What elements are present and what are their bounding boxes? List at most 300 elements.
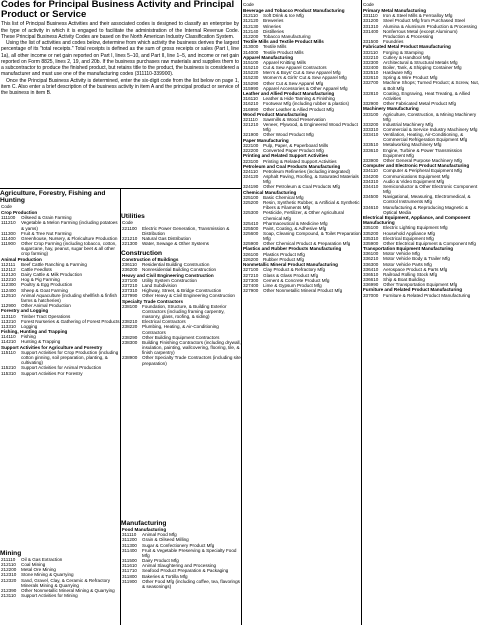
activity-label: Vegetable & Melon Farming (including potatoes & yams) [21,220,118,231]
activity-code: 221300 [122,241,138,247]
activity-label: Other Transportation Equipment Mfg [383,282,458,288]
activity-label: Cutlery & Handtool Mfg [383,54,431,60]
activity-row [242,288,361,293]
activity-label: Navigational, Measuring, Electromedical, & Control Instruments Mfg [383,194,471,205]
activity-code: 325100 [243,194,259,200]
activity-code: 325410 [243,220,259,226]
activity-label: Glass & Glass Product Mfg [263,272,319,278]
column-1 [0,0,120,625]
code-column-label: Code [243,2,254,7]
activity-code: 334610 [363,204,379,210]
subsection-heading: Leather and Allied Product Manufacturing [243,90,335,96]
activity-code: 115110 [1,349,16,355]
activity-code: 115310 [1,370,16,376]
activity-code: 333410 [363,132,379,138]
activity-label: Soap, Cleaning Compound, & Toilet Preparation Mfg [263,230,361,242]
subsection-heading: Plastics and Rubber Products Manufacturing [243,246,342,252]
activity-label: Sawmills & Wood Preservation [263,116,326,122]
section-heading: Mining [0,550,22,557]
activity-label: Rubber Product Mfg [263,256,305,262]
activity-row [121,304,241,319]
subsection-heading: Transportation Equipment Manufacturing [363,246,454,252]
activity-label: Poultry & Egg Production [21,282,73,288]
activity-label: Other Electrical Equipment & Component Mfg [383,240,476,246]
subsection-heading: Beverage and Tobacco Product Manufacturing [243,8,345,13]
activity-row [242,200,361,210]
activity-label: Beef Cattle Ranching & Farming [21,261,87,267]
activity-label: Fruit & Tree Nut Farming [21,230,72,236]
section-heading: Agriculture, Forestry, Fishing and Hunting [0,190,106,204]
section-utilities [121,213,241,247]
activity-label: Timber Tract Operations [21,313,71,319]
activity-code: 315210 [243,65,259,71]
activity-code: 322100 [243,142,259,148]
activity-label: Dairy Product Mfg [142,558,179,564]
activity-label: Other Chemical Product & Preparation Mfg [263,241,351,247]
activity-label: Clay Product & Refractory Mfg [263,267,326,273]
activity-label: Greenhouse, Nursery, & Floriculture Production [21,235,118,241]
activity-label: Audio & Video Equipment Mfg [383,178,445,184]
activity-label: Agriculture, Construction, & Mining Machinery Mfg [383,111,477,122]
activity-code: 332110 [363,49,378,55]
activity-label: Plastics Product Mfg [263,251,305,257]
activity-code: 111900 [1,241,16,247]
activity-label: Steel Product Mfg from Purchased Steel [383,18,465,24]
activity-label: Plumbing, Heating, & Air-Conditioning Contractors [142,324,219,335]
activity-code: 112112 [1,267,16,272]
activity-row [121,579,241,589]
activity-code: 332510 [363,70,379,76]
code-column-label: Code [1,204,12,209]
activity-label: Other Wood Product Mfg [263,132,314,138]
activity-label: Forest Nurseries & Gathering of Forest Products [21,318,120,324]
activity-label: Metal Ore Mining [21,567,56,573]
activity-code: 238210 [122,319,138,325]
activity-code: 332900 [363,101,379,107]
activity-code: 335310 [363,235,379,241]
activity-label: Other Animal Production [21,303,71,309]
activity-code: 332300 [363,59,379,65]
subsection-heading: Nonmetallic Mineral Product Manufacturing [243,262,338,268]
activity-label: Building Finishing Contractors (including drywall, insulation, painting, wallcovering, flooring, tile, & finish carpentry) [142,339,241,356]
activity-label: Boiler, Tank, & Shipping Container Mfg [383,65,462,70]
activity-row [121,267,241,272]
activity-label: Other Building Equipment Contractors [142,334,220,340]
intro-paragraph: Once the Principal Business Activity is determined, enter the six-digit code from the list below on page 1, item C. Also enter a brief description of the business activity in item A and the principal product or service of the business in item B. [1,77,239,97]
activity-code: 315230 [243,75,259,81]
activity-label: Soft Drink & Ice Mfg [263,13,304,19]
activity-label: Distilleries [263,28,284,34]
subsection-heading: Chemical Manufacturing [243,189,297,195]
activity-label: Other Nonmetallic Mineral Product Mfg [263,287,343,293]
activity-code: 112210 [1,277,16,283]
activity-label: Asphalt Paving, Roofing, & Saturated Materials Mfg [263,174,359,185]
activity-label: Aerospace Product & Parts Mfg [383,266,448,272]
activity-code: 327100 [243,267,259,273]
activity-row [121,241,241,246]
activity-row [0,578,120,588]
activity-code: 238100 [122,303,138,309]
subsection-heading: Specialty Trade Contractors [122,298,184,304]
subsection-heading: Apparel Manufacturing [243,54,294,60]
section-continued [242,2,361,293]
activity-code: 312110 [243,13,258,19]
activity-row [121,324,241,334]
activity-code: 113110 [1,313,16,319]
activity-label: Motor Vehicle Mfg [383,251,420,257]
activity-code: 333310 [363,127,379,133]
activity-row [121,226,241,236]
activity-label: Residential Building Construction [142,262,210,268]
activity-row [121,293,241,298]
activity-row [242,50,361,55]
section-continued [362,2,480,298]
activity-row [0,593,120,598]
activity-label: Railroad Rolling Stock Mfg [383,271,438,277]
activity-code: 331310 [363,23,379,29]
page-title: Codes for Principal Business Activity and Principal Product or Service [1,0,235,21]
activity-label: Electrical Equipment Mfg [383,235,434,241]
activity-label: Animal Slaughtering and Processing [142,563,217,569]
activity-row [362,184,480,194]
activity-label: Wineries [263,23,281,29]
column-2 [121,0,241,625]
activity-label: Printing & Related Support Activities [263,158,337,164]
activity-code: 115210 [1,365,16,371]
activity-code: 324190 [243,184,259,190]
activity-code: 336100 [363,251,379,257]
activity-label: Spring & Wire Product Mfg [383,75,438,81]
activity-code: 237100 [122,277,138,283]
activity-code: 236110 [122,262,137,268]
activity-code: 315290 [243,80,259,86]
activity-code: 336300 [363,261,379,267]
subsection-heading: Primary Metal Manufacturing [363,8,427,13]
activity-row [0,220,120,230]
activity-code: 334410 [363,183,379,189]
activity-row [0,350,120,365]
activity-label: Lime & Gypsum Product Mfg [263,282,322,288]
activity-label: Resin, Synthetic Rubber, & Artificial & Synthetic Fibers & Filaments Mfg [263,200,360,211]
activity-code: 333200 [363,121,379,127]
activity-label: Apparel Knitting Mills [263,59,306,65]
activity-code: 326200 [243,256,259,262]
activity-label: Industrial Machinery Mfg [383,121,434,127]
activity-code: 336990 [363,282,379,288]
section-manufacturing [121,520,241,589]
activity-label: Other Nonmetallic Mineral Mining & Quarrying [21,587,115,593]
activity-code: 333100 [363,111,379,117]
activity-label: Veneer, Plywood, & Engineered Wood Product Mfg [263,122,358,133]
activity-code: 112900 [1,303,16,309]
activity-label: Pulp, Paper, & Paperboard Mills [263,142,329,148]
activity-label: Cement & Concrete Product Mfg [263,277,330,283]
activity-row [362,80,480,90]
activity-row [242,184,361,189]
activity-row [242,231,361,241]
activity-label: Cattle Feedlots [21,267,52,272]
activity-code: 112120 [1,272,16,278]
intro-paragraph: Using the list of activities and codes below, determine from which activity the business derives the largest percentage of its "total receipts." Total receipts is defined as the sum of gross receipts or sales (Part I, line 1a), all other income or net gain reported on Part I, lines 5–10, and Part II, line 1–5, and income or net gain reported on Form 8825, lines 2, 19, and 20b. If the business purchases raw materials and supplies them to a subcontractor to produce the finished product, but retains title to the product, the business is considered a manufacturer and must use one of the manufacturing codes (311110-339900). [1,40,239,78]
subsection-heading: Furniture and Related Product Manufacturing [363,287,463,293]
activity-code: 325500 [243,225,259,231]
subsection-heading: Electrical Equipment, Appliance, and Component Manufacturing [363,214,471,226]
activity-label: Other Food Mfg (including coffee, tea, flavorings & seasonings) [142,578,240,589]
activity-code: 221210 [122,236,138,242]
activity-label: Utility System Construction [142,277,197,283]
activity-label: Women's & Girls' Cut & Sew Apparel Mfg [263,75,347,81]
activity-row [242,210,361,220]
subsection-heading: Food Manufacturing [122,527,167,532]
activity-row [362,29,480,39]
activity-code: 335100 [363,225,379,231]
activity-code: 326100 [243,251,259,257]
activity-label: Logging [21,323,38,329]
activity-code: 211110 [1,557,16,562]
activity-code: 312140 [243,28,259,34]
activity-label: Support Activities For Forestry [21,370,83,376]
activity-label: Basic Chemical Mfg [263,194,304,200]
activity-code: 113210 [1,318,16,324]
activity-label: Support Activities for Animal Production [21,365,102,371]
activity-code: 316210 [243,101,259,107]
subsection-heading: Animal Production [1,256,42,262]
activity-label: Oil & Gas Extraction [21,557,63,562]
subsection-heading: Printing and Related Support Activities [243,153,329,159]
activity-row [362,205,480,215]
activity-label: Sand, Gravel, Clay, & Ceramic & Refractory Minerals Mining & Quarrying [21,577,111,588]
activity-code: 112111 [1,261,16,267]
activity-label: Motor Vehicle Body & Trailer Mfg [383,256,450,262]
activity-code: 327210 [243,272,259,278]
activity-label: Computer & Peripheral Equipment Mfg [383,168,462,174]
activity-label: Fruit & Vegetable Preserving & Specialty Food Mfg [142,547,237,558]
activity-label: Cut & Sew Apparel Contractors [263,65,327,71]
intro-paragraph: This list of Principal Business Activities and their associated codes is designed to classify an enterprise by the type of activity in which it is engaged to facilitate the administration of the Internal Revenue Code. These Principal Business Activity Codes are based on the North American Industry Classification System. [1,21,239,40]
activity-label: Nonresidential Building Construction [142,267,217,273]
activity-label: Foundries [383,39,404,45]
activity-label: Hog & Pig Farming [21,277,60,283]
activity-row [362,132,480,142]
activity-row [242,132,361,137]
activity-label: Coating, Engraving, Heat Treating, & Allied Activities [383,90,471,101]
activity-code: 212110 [1,562,16,568]
activity-label: Manufacturing & Reproducing Magnetic & Optical Media [383,204,469,215]
activity-code: 321210 [243,122,259,128]
activity-code: 316110 [243,96,258,102]
activity-code: 327900 [243,287,259,293]
activity-label: Other Fabricated Metal Product Mfg [383,101,457,107]
activity-code: 113310 [1,323,16,329]
activity-code: 111100 [1,215,16,221]
activity-label: Hunting & Trapping [21,339,61,345]
activity-code: 332610 [363,75,379,81]
subsection-heading: Fabricated Metal Product Manufacturing [363,44,451,50]
activity-row [0,371,120,376]
activity-label: Grain & Oilseed Milling [142,537,189,543]
activity-label: Pesticide, Fertilizer, & Other Agricultural Chemical Mfg [263,210,344,221]
activity-label: Electric Power Generation, Transmission & Distribution [142,226,230,237]
activity-label: Semiconductor & Other Electronic Component Mfg [383,183,478,195]
activity-code: 327300 [243,277,259,283]
activity-label: Other Heavy & Civil Engineering Construction [142,293,235,299]
activity-code: 337000 [363,292,379,298]
activity-code: 322200 [243,148,259,154]
activity-label: Other Specialty Trade Contractors (including site preparation) [142,355,241,366]
activity-label: Textile Mills [263,44,287,50]
activity-row [121,355,241,365]
activity-label: Engine, Turbine & Power Transmission Equipment Mfg [383,147,463,158]
section-heading: Construction [121,250,163,257]
activity-label: Coal Mining [21,562,46,568]
activity-code: 311200 [122,537,137,543]
activity-label: Animal Aquaculture (including shellfish & finfish farms & hatcheries) [21,292,118,303]
activity-code: 111210 [1,220,16,226]
activity-label: Apparel Accessories & Other Apparel Mfg [263,85,348,91]
subsection-heading: Paper Manufacturing [243,137,289,143]
activity-code: 335900 [363,240,379,246]
activity-row [362,91,480,101]
code-column-label: Code [122,220,133,225]
activity-code: 114110 [1,334,16,340]
activity-label: Machine Shops; Turned Product; & Screw, Nut, & Bolt Mfg [383,80,480,91]
activity-code: 332700 [363,80,379,86]
column-3 [242,0,361,625]
subsection-heading: Heavy and Civil Engineering Construction [122,272,214,278]
activity-row [0,293,120,303]
activity-label: Petroleum Refineries (including integrated) [263,168,351,174]
activity-code: 332400 [363,65,379,70]
activity-row [362,148,480,158]
activity-code: 112400 [1,287,16,293]
activity-code: 212320 [1,577,17,583]
activity-code: 332810 [363,90,379,96]
activity-label: Electrical Contractors [142,319,186,325]
activity-code: 311110 [122,532,137,538]
activity-label: Other Cut & Sew Apparel Mfg [263,80,324,86]
activity-label: Dairy Cattle & Milk Production [21,272,83,278]
activity-label: Alumina & Aluminum Production & Processing [383,23,477,29]
activity-label: Metalworking Machinery Mfg [383,142,442,148]
activity-code: 112510 [1,292,16,298]
activity-code: 331400 [363,28,379,34]
activity-code: 315990 [243,85,259,91]
activity-code: 237310 [122,288,138,294]
activity-label: Highway, Street, & Bridge Construction [142,288,222,294]
activity-label: Motor Vehicle Parts Mfg [383,261,432,267]
subsection-heading: Machinery Manufacturing [363,106,419,112]
activity-label: Commercial & Service Industry Machinery Mfg [383,127,478,133]
activity-label: Architectural & Structural Metals Mfg [383,59,458,65]
activity-code: 331500 [363,39,379,45]
activity-label: Breweries [263,18,284,24]
activity-label: Bakeries & Tortilla Mfg [142,573,188,579]
activity-code: 334310 [363,178,379,184]
activity-code: 324110 [243,168,258,174]
activity-code: 312120 [243,18,259,24]
activity-row [242,159,361,164]
activity-code: 336210 [363,256,379,262]
activity-code: 333610 [363,147,379,153]
activity-label: Stone Mining & Quarrying [21,572,74,578]
activity-code: 112300 [1,282,16,288]
activity-code: 323100 [243,158,259,164]
column-4 [362,0,480,625]
subsection-heading: Support Activities for Agriculture and Forestry [1,344,103,350]
activity-code: 213110 [1,593,16,599]
activity-label: Other General Purpose Machinery Mfg [383,157,462,163]
activity-label: Ventilation, Heating, Air-Conditioning, & Commercial Refrigeration Equipment Mfg [383,132,468,143]
activity-code: 311710 [122,568,137,574]
activity-label: Support Activities for Mining [21,593,78,599]
activity-row [0,241,120,256]
activity-code: 336510 [363,271,379,277]
activity-row [362,112,480,122]
activity-code: 311800 [122,573,137,579]
activity-label: Fishing [21,334,36,340]
subsection-heading: Wood Product Manufacturing [243,111,308,117]
activity-label: Ship & Boat Building [383,277,425,283]
activity-row [362,293,480,298]
activity-code: 111400 [1,235,16,241]
activity-label: Men's & Boys' Cut & Sew Apparel Mfg [263,70,341,76]
activity-code: 313000 [243,44,259,50]
activity-code: 334200 [363,173,379,179]
activity-label: Tobacco Manufacturing [263,33,311,39]
section-construction [121,250,241,366]
activity-row [121,548,241,558]
activity-label: Forging & Stamping [383,49,424,55]
activity-label: Water, Sewage & Other Systems [142,241,209,247]
subsection-heading: Fishing, Hunting and Trapping [1,329,68,335]
activity-label: Sugar & Confectionery Product Mfg [142,542,215,548]
activity-code: 315100 [243,59,259,65]
activity-label: Leather & Hide Tanning & Finishing [263,96,335,102]
activity-code: 111300 [1,230,16,236]
activity-label: Natural Gas Distribution [142,236,191,242]
activity-label: Footwear Mfg (including rubber & plastics) [263,101,350,107]
activity-label: Other Petroleum & Coal Products Mfg [263,184,341,190]
subsection-heading: Computer and Electronic Product Manufacturing [363,163,470,169]
activity-code: 316990 [243,106,259,112]
activity-label: Nonferrous Metal (except Aluminum) Production & Processing [383,28,458,39]
activity-code: 238300 [122,339,138,345]
section-agriculture-forestry-fishing-and-hunting [0,190,120,376]
activity-code: 237210 [122,283,138,289]
activity-code: 334110 [363,168,378,174]
activity-code: 212310 [1,572,17,578]
activity-label: Sheep & Goat Farming [21,287,68,293]
activity-label: Support Activities for Crop Production (including cotton ginning, soil preparation, planting, & cultivating) [21,349,119,366]
activity-code: 312200 [243,33,259,39]
activity-code: 311400 [122,547,137,553]
activity-code: 331200 [363,18,379,24]
activity-code: 335200 [363,230,379,236]
activity-label: Animal Food Mfg [142,532,177,538]
activity-label: Furniture & Related Product Manufacturing [383,292,471,298]
activity-code: 321110 [243,116,258,122]
activity-code: 311610 [122,563,137,569]
activity-row [242,174,361,184]
activity-code: 238220 [122,324,138,330]
activity-label: Pharmaceutical & Medicine Mfg [263,220,328,226]
activity-label: Textile Product Mills [263,49,304,55]
activity-code: 238290 [122,334,138,340]
activity-label: Hardware Mfg [383,70,412,76]
activity-code: 315220 [243,70,259,76]
activity-row [362,194,480,204]
activity-code: 314000 [243,49,259,55]
